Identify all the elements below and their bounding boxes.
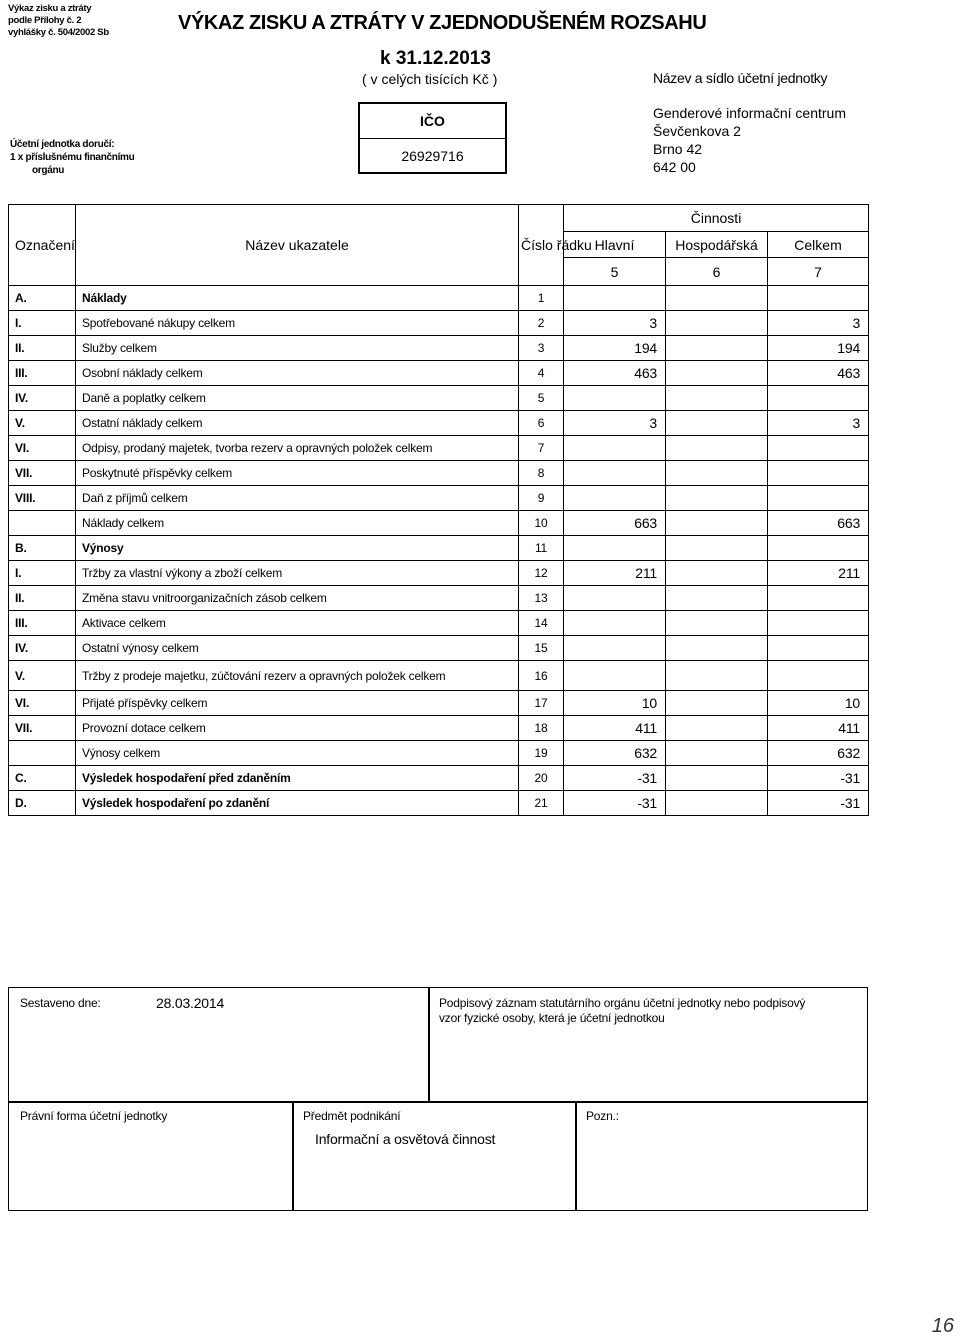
row-number: 9 xyxy=(519,486,564,511)
row-number: 4 xyxy=(519,361,564,386)
value-total: 411 xyxy=(768,716,869,741)
row-code: B. xyxy=(9,536,76,561)
unit-note: ( v celých tisících Kč ) xyxy=(362,71,498,87)
report-date: k 31.12.2013 xyxy=(380,48,491,69)
signature-label: Podpisový záznam statutárního orgánu účetní jednotky nebo podpisový vzor fyzické osoby, která je účetní jednotkou xyxy=(439,996,806,1025)
value-main: 411 xyxy=(564,716,666,741)
row-number: 10 xyxy=(519,511,564,536)
value-economic xyxy=(666,611,768,636)
value-total: -31 xyxy=(768,766,869,791)
value-economic xyxy=(666,716,768,741)
row-number: 6 xyxy=(519,411,564,436)
col-header-row-number: Číslo řádku xyxy=(519,205,564,286)
row-code: VIII. xyxy=(9,486,76,511)
ico-value: 26929716 xyxy=(401,148,464,164)
entity-street: Ševčenkova 2 xyxy=(653,123,741,139)
value-total: 10 xyxy=(768,691,869,716)
row-code: A. xyxy=(9,286,76,311)
ico-box xyxy=(358,102,507,174)
col-number-5: 5 xyxy=(564,258,666,286)
row-name: Spotřebované nákupy celkem xyxy=(76,311,519,336)
value-economic xyxy=(666,691,768,716)
table-row xyxy=(9,311,869,336)
row-name: Poskytnuté příspěvky celkem xyxy=(76,461,519,486)
row-number: 16 xyxy=(519,661,564,691)
document-title: VÝKAZ ZISKU A ZTRÁTY V ZJEDNODUŠENÉM ROZSAHU xyxy=(178,12,707,34)
table-row xyxy=(9,791,869,816)
value-economic xyxy=(666,511,768,536)
row-number: 17 xyxy=(519,691,564,716)
delivery-line: Účetní jednotka doručí: xyxy=(10,139,115,150)
row-code: II. xyxy=(9,586,76,611)
table-row xyxy=(9,411,869,436)
value-main: 10 xyxy=(564,691,666,716)
table-row xyxy=(9,361,869,386)
row-name: Přijaté příspěvky celkem xyxy=(76,691,519,716)
row-code: I. xyxy=(9,311,76,336)
entity-address xyxy=(653,104,869,176)
ico-label: IČO xyxy=(360,104,505,139)
value-economic xyxy=(666,766,768,791)
row-name: Ostatní výnosy celkem xyxy=(76,636,519,661)
row-number: 21 xyxy=(519,791,564,816)
legal-reference xyxy=(8,3,109,39)
row-code: I. xyxy=(9,561,76,586)
row-name: Provozní dotace celkem xyxy=(76,716,519,741)
business-value: Informační a osvětová činnost xyxy=(315,1131,496,1147)
business-label: Předmět podnikání xyxy=(303,1109,401,1123)
value-main: -31 xyxy=(564,766,666,791)
row-code: VII. xyxy=(9,461,76,486)
table-row xyxy=(9,511,869,536)
value-economic xyxy=(666,536,768,561)
table-row xyxy=(9,636,869,661)
value-total xyxy=(768,286,869,311)
row-code xyxy=(9,511,76,536)
col-header-code: Označení xyxy=(9,205,76,286)
row-name: Tržby z prodeje majetku, zúčtování rezerv a opravných položek celkem xyxy=(76,661,519,691)
entity-heading: Název a sídlo účetní jednotky xyxy=(653,70,828,86)
value-total xyxy=(768,461,869,486)
value-total: -31 xyxy=(768,791,869,816)
note-label: Pozn.: xyxy=(586,1109,619,1123)
value-economic xyxy=(666,286,768,311)
table-row xyxy=(9,461,869,486)
table-row xyxy=(9,766,869,791)
row-name: Výsledek hospodaření po zdanění xyxy=(76,791,519,816)
row-code xyxy=(9,741,76,766)
col-header-economic: Hospodářská xyxy=(666,232,768,258)
value-total: 663 xyxy=(768,511,869,536)
entity-city: Brno 42 xyxy=(653,141,703,157)
table-row xyxy=(9,716,869,741)
value-total xyxy=(768,486,869,511)
table-row xyxy=(9,741,869,766)
value-total: 211 xyxy=(768,561,869,586)
row-code: II. xyxy=(9,336,76,361)
delivery-line: orgánu xyxy=(32,165,65,176)
col-header-main: Hlavní xyxy=(564,232,666,258)
table-row xyxy=(9,586,869,611)
legal-reference-line: podle Přílohy č. 2 xyxy=(8,15,82,26)
value-economic xyxy=(666,741,768,766)
col-header-total: Celkem xyxy=(768,232,869,258)
value-economic xyxy=(666,486,768,511)
row-number: 7 xyxy=(519,436,564,461)
row-number: 19 xyxy=(519,741,564,766)
value-total xyxy=(768,611,869,636)
value-economic xyxy=(666,311,768,336)
table-row xyxy=(9,386,869,411)
row-code: VI. xyxy=(9,436,76,461)
value-main: 3 xyxy=(564,411,666,436)
row-name: Náklady xyxy=(76,286,519,311)
row-number: 5 xyxy=(519,386,564,411)
row-name: Změna stavu vnitroorganizačních zásob celkem xyxy=(76,586,519,611)
row-code: V. xyxy=(9,661,76,691)
delivery-line: 1 x příslušnému finančnímu xyxy=(10,152,135,163)
row-name: Daň z příjmů celkem xyxy=(76,486,519,511)
row-name: Odpisy, prodaný majetek, tvorba rezerv a opravných položek celkem xyxy=(76,436,519,461)
page-number: 16 xyxy=(931,1315,954,1337)
row-number: 14 xyxy=(519,611,564,636)
value-main xyxy=(564,586,666,611)
row-code: IV. xyxy=(9,386,76,411)
value-main xyxy=(564,536,666,561)
legal-reference-line: Výkaz zisku a ztráty xyxy=(8,3,92,14)
table-row xyxy=(9,436,869,461)
table-row xyxy=(9,536,869,561)
legal-form-label: Právní forma účetní jednotky xyxy=(20,1109,168,1123)
value-total: 194 xyxy=(768,336,869,361)
value-main: 632 xyxy=(564,741,666,766)
row-name: Výsledek hospodaření před zdaněním xyxy=(76,766,519,791)
row-name: Tržby za vlastní výkony a zboží celkem xyxy=(76,561,519,586)
value-main xyxy=(564,486,666,511)
row-code: C. xyxy=(9,766,76,791)
value-main xyxy=(564,461,666,486)
row-name: Výnosy xyxy=(76,536,519,561)
value-main: -31 xyxy=(564,791,666,816)
value-main: 3 xyxy=(564,311,666,336)
row-number: 18 xyxy=(519,716,564,741)
row-name: Výnosy celkem xyxy=(76,741,519,766)
value-economic xyxy=(666,586,768,611)
row-number: 1 xyxy=(519,286,564,311)
row-code: IV. xyxy=(9,636,76,661)
col-header-name: Název ukazatele xyxy=(76,205,519,286)
row-name: Náklady celkem xyxy=(76,511,519,536)
value-main: 663 xyxy=(564,511,666,536)
value-economic xyxy=(666,661,768,691)
value-economic xyxy=(666,336,768,361)
entity-name: Genderové informační centrum xyxy=(653,105,846,121)
row-number: 3 xyxy=(519,336,564,361)
row-number: 15 xyxy=(519,636,564,661)
row-code: VII. xyxy=(9,716,76,741)
table-row xyxy=(9,561,869,586)
table-row xyxy=(9,286,869,311)
value-economic xyxy=(666,411,768,436)
entity-postcode: 642 00 xyxy=(653,159,696,175)
value-total xyxy=(768,386,869,411)
income-statement-table xyxy=(8,204,869,816)
row-name: Aktivace celkem xyxy=(76,611,519,636)
row-name: Osobní náklady celkem xyxy=(76,361,519,386)
value-main xyxy=(564,636,666,661)
row-code: V. xyxy=(9,411,76,436)
legal-reference-line: vyhlášky č. 504/2002 Sb xyxy=(8,27,109,38)
value-total: 3 xyxy=(768,311,869,336)
value-economic xyxy=(666,461,768,486)
value-main xyxy=(564,386,666,411)
row-number: 20 xyxy=(519,766,564,791)
value-total xyxy=(768,636,869,661)
row-name: Ostatní náklady celkem xyxy=(76,411,519,436)
value-economic xyxy=(666,436,768,461)
value-total: 3 xyxy=(768,411,869,436)
value-economic xyxy=(666,636,768,661)
row-number: 8 xyxy=(519,461,564,486)
row-code: VI. xyxy=(9,691,76,716)
row-code: III. xyxy=(9,611,76,636)
value-total: 463 xyxy=(768,361,869,386)
value-total xyxy=(768,436,869,461)
row-number: 2 xyxy=(519,311,564,336)
table-row xyxy=(9,486,869,511)
value-main xyxy=(564,286,666,311)
value-economic xyxy=(666,361,768,386)
footer-block xyxy=(8,987,868,1211)
value-main xyxy=(564,611,666,636)
row-number: 12 xyxy=(519,561,564,586)
table-row xyxy=(9,611,869,636)
row-code: III. xyxy=(9,361,76,386)
value-economic xyxy=(666,791,768,816)
row-number: 13 xyxy=(519,586,564,611)
table-row xyxy=(9,691,869,716)
col-number-7: 7 xyxy=(768,258,869,286)
value-main: 194 xyxy=(564,336,666,361)
prepared-label: Sestaveno dne: xyxy=(20,996,101,1010)
prepared-date: 28.03.2014 xyxy=(156,995,225,1011)
value-economic xyxy=(666,386,768,411)
value-total: 632 xyxy=(768,741,869,766)
table-row xyxy=(9,661,869,691)
row-code: D. xyxy=(9,791,76,816)
row-name: Daně a poplatky celkem xyxy=(76,386,519,411)
value-total xyxy=(768,586,869,611)
value-main: 211 xyxy=(564,561,666,586)
col-number-6: 6 xyxy=(666,258,768,286)
row-name: Služby celkem xyxy=(76,336,519,361)
value-total xyxy=(768,536,869,561)
table-row xyxy=(9,336,869,361)
col-header-activities: Činnosti xyxy=(564,205,869,232)
value-main xyxy=(564,436,666,461)
value-total xyxy=(768,661,869,691)
value-economic xyxy=(666,561,768,586)
value-main: 463 xyxy=(564,361,666,386)
delivery-note xyxy=(10,138,134,177)
row-number: 11 xyxy=(519,536,564,561)
value-main xyxy=(564,661,666,691)
